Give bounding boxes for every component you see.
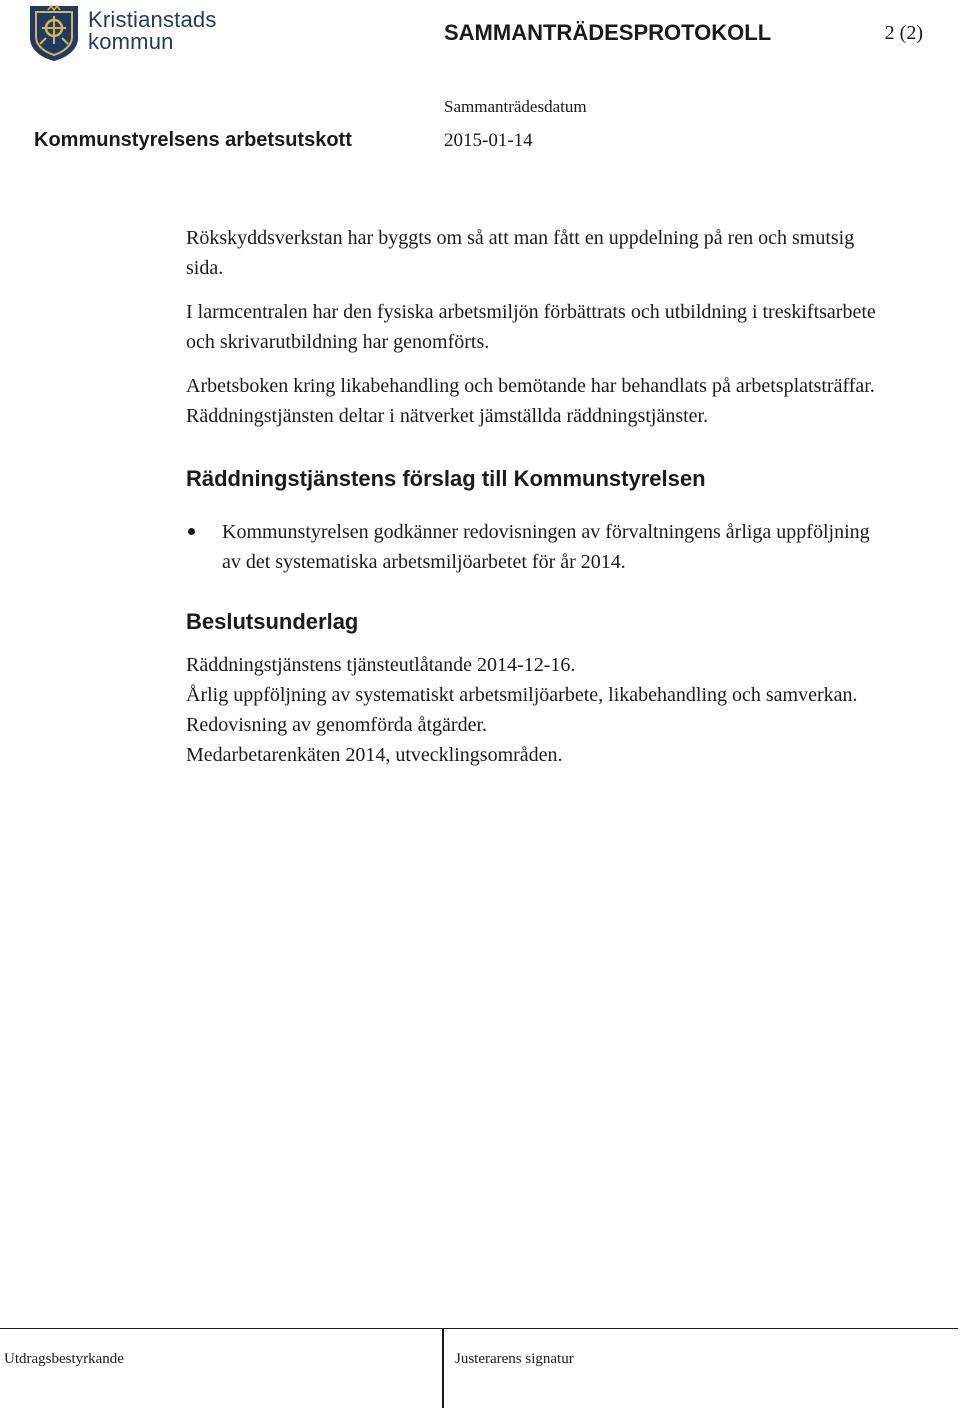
committee-name: Kommunstyrelsens arbetsutskott	[34, 129, 352, 151]
meeting-date-label: Sammanträdesdatum	[444, 97, 587, 116]
basis-item: Årlig uppföljning av systematiskt arbetsmiljöarbete, likabehandling och samverkan.	[186, 684, 858, 706]
protocol-body	[186, 223, 886, 770]
basis-heading: Beslutsunderlag	[186, 609, 359, 634]
basis-item: Räddningstjänstens tjänsteutlåtande 2014-12-16.	[186, 654, 576, 676]
adjuster-signature-label: Justerarens signatur	[455, 1351, 574, 1367]
body-paragraph: I larmcentralen har den fysiska arbetsmiljön förbättrats och utbildning i treskiftsarbete och skrivarutbildning har genomförts.	[186, 301, 876, 353]
municipality-logo	[28, 4, 228, 62]
proposal-list	[186, 517, 886, 577]
document-type: SAMMANTRÄDESPROTOKOLL	[444, 20, 772, 45]
coat-of-arms-icon	[28, 4, 80, 62]
proposal-heading: Räddningstjänstens förslag till Kommunstyrelsen	[186, 466, 706, 491]
proposal-item-text: Kommunstyrelsen godkänner redovisningen av förvaltningens årliga uppföljning av det systematiska arbetsmiljöarbetet för år 2014.	[222, 521, 870, 573]
logo-line-2: kommun	[88, 29, 174, 54]
logo-wordmark	[88, 9, 217, 53]
logo-line-1: Kristianstads	[88, 7, 217, 32]
basis-item: Redovisning av genomförda åtgärder.	[186, 714, 488, 736]
bullet-icon	[188, 528, 195, 535]
excerpt-certification-label: Utdragsbestyrkande	[4, 1351, 124, 1367]
proposal-item	[186, 517, 886, 577]
body-paragraph: Rökskyddsverkstan har byggts om så att man fått en uppdelning på ren och smutsig sida.	[186, 227, 855, 279]
basis-list	[186, 650, 886, 770]
body-paragraph: Arbetsboken kring likabehandling och bemötande har behandlats på arbetsplatsträffar. Räddningstjänsten deltar i nätverket jämställda räddningstjänster.	[186, 375, 875, 427]
footer-divider	[442, 1328, 444, 1408]
meeting-date: 2015-01-14	[444, 130, 533, 151]
basis-item: Medarbetarenkäten 2014, utvecklingsområden.	[186, 744, 563, 766]
page-number: 2 (2)	[884, 22, 923, 44]
footer-rule	[0, 1328, 958, 1329]
